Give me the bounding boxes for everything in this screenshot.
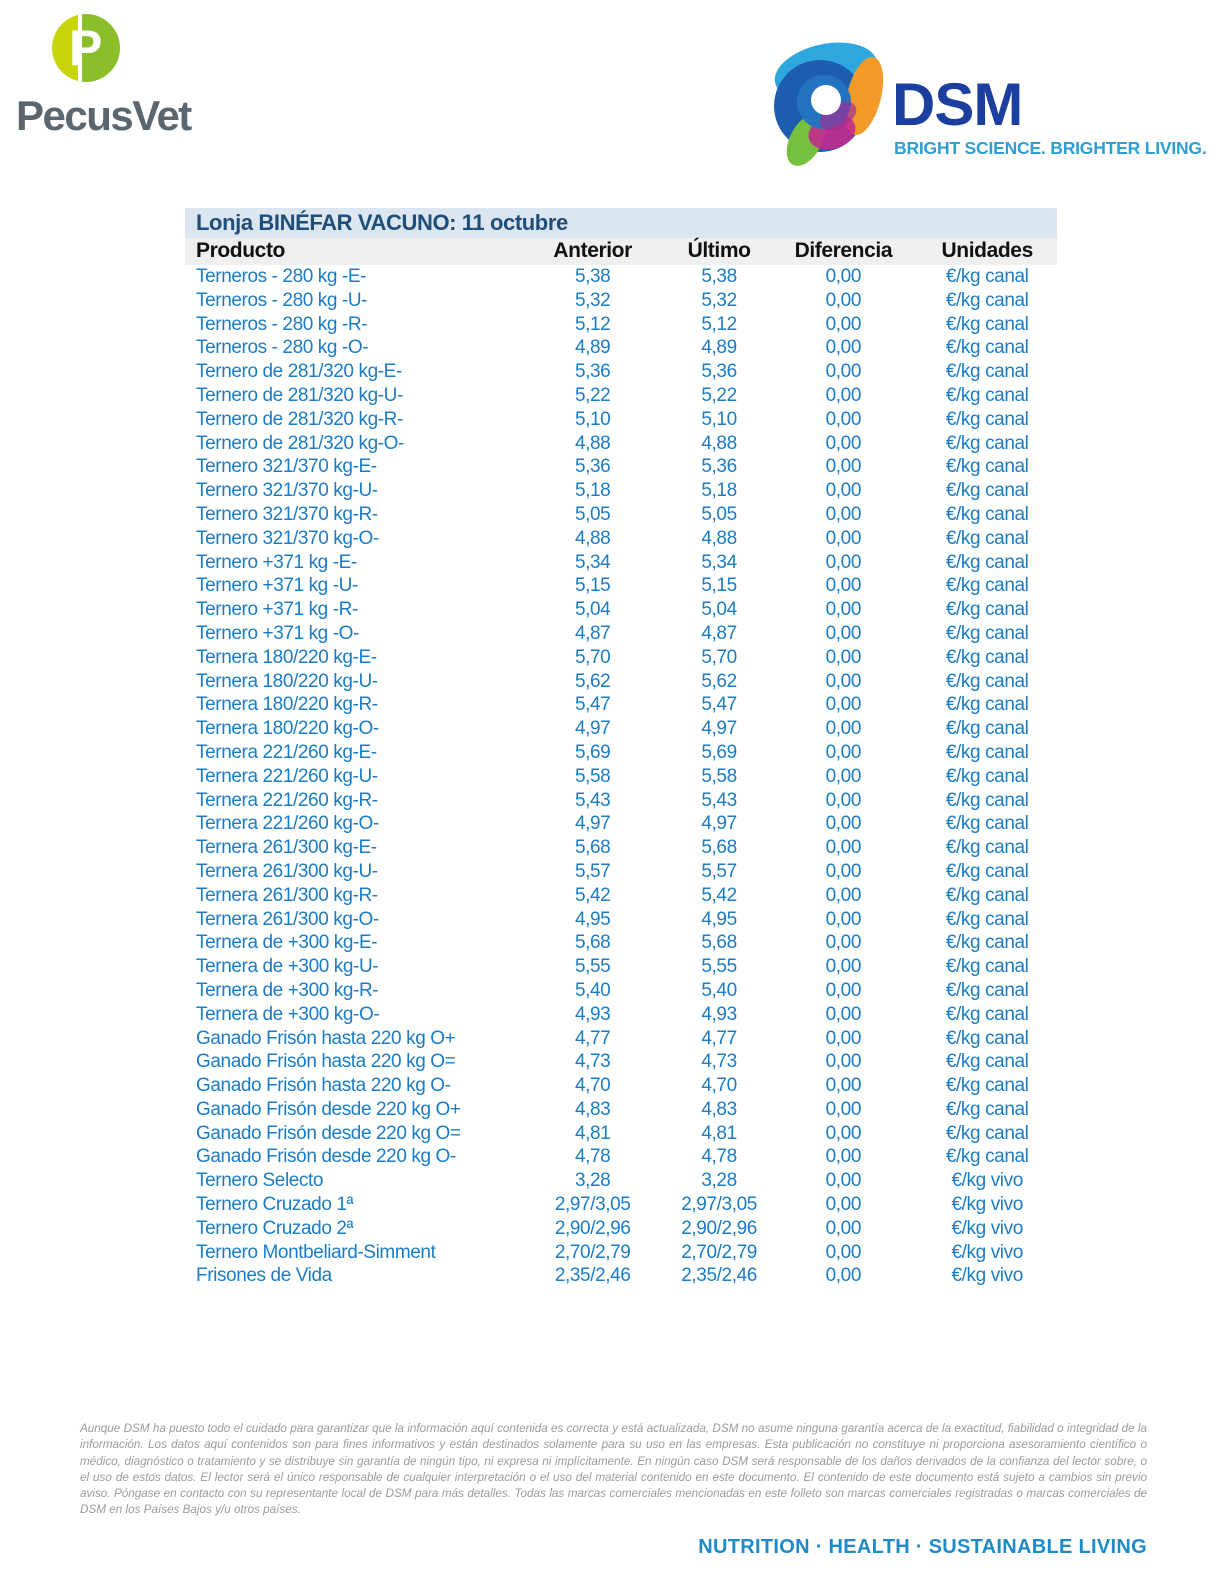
table-cell: 5,38 [701,266,737,287]
table-cell: €/kg canal [945,1027,1029,1049]
table-cell: 0,00 [825,1146,862,1168]
table-cell: 4,70 [574,1075,611,1097]
table-cell: 2,97/3,05 [681,1194,757,1216]
table-cell: 0,00 [825,599,862,621]
table-cell: 5,69 [574,741,611,763]
table-cell: Ternero de 281/320 kg-E- [196,361,402,383]
table-cell: Ternera 261/300 kg-U- [196,860,378,882]
column-header-producto: Producto [196,239,285,262]
table-cell: 2,97/3,05 [554,1194,631,1216]
table-cell: €/kg canal [945,480,1029,502]
table-cell: €/kg canal [945,670,1029,692]
table-row [185,646,1057,670]
pecusvet-logo [16,8,216,148]
table-cell: 4,87 [701,622,737,644]
table-cell: Ternero +371 kg -O- [196,622,359,644]
table-row [185,884,1057,908]
table-cell: €/kg canal [945,503,1029,525]
table-cell: €/kg vivo [951,1170,1023,1192]
table-cell: Ternero Selecto [196,1170,324,1192]
table-row [185,979,1057,1003]
table-cell: 4,88 [574,432,611,454]
table-cell: Ternero Cruzado 1ª [196,1194,354,1216]
table-cell: 0,00 [825,266,862,287]
table-cell: €/kg canal [945,289,1029,311]
table-row [185,551,1057,575]
table-cell: 4,93 [701,1003,737,1025]
column-header-diferencia: Diferencia [794,239,893,262]
table-cell: 5,38 [574,266,611,287]
table-cell: 5,47 [574,694,611,716]
table-cell: 5,22 [701,384,737,406]
dsm-logo [768,36,1207,171]
table-body [185,265,1057,1288]
table-cell: 5,55 [574,956,611,978]
dsm-wordmark: DSM [892,71,1023,138]
table-cell: 0,00 [825,956,862,978]
table-cell: €/kg canal [945,718,1029,740]
table-cell: €/kg canal [945,337,1029,359]
table-cell: Ternera 221/260 kg-O- [196,813,379,835]
table-cell: 4,97 [574,813,611,835]
table-row [185,812,1057,836]
table-cell: 4,95 [701,908,737,930]
table-cell: 5,68 [701,932,737,954]
table-cell: 5,34 [574,551,611,573]
table-cell: 5,42 [574,884,611,906]
table-row [185,527,1057,551]
table-cell: Ternera de +300 kg-R- [196,979,379,1001]
table-cell: €/kg canal [945,622,1029,644]
table-cell: 5,68 [574,932,611,954]
table-cell: 4,87 [574,622,611,644]
table-cell: 0,00 [825,1170,862,1192]
table-cell: €/kg canal [945,313,1029,335]
table-cell: 5,04 [574,599,611,621]
table-cell: 0,00 [825,908,862,930]
table-cell: Ternera 221/260 kg-U- [196,765,378,787]
dsm-tagline: BRIGHT SCIENCE. BRIGHTER LIVING. [894,138,1207,158]
table-cell: 4,88 [701,432,737,454]
table-row [185,860,1057,884]
table-row [185,265,1057,289]
table-cell: €/kg canal [945,1146,1029,1168]
table-cell: 5,10 [574,408,611,430]
table-cell: Ternero +371 kg -R- [196,599,358,621]
table-cell: Ternero Montbeliard-Simment [196,1241,436,1263]
table-cell: 5,42 [701,884,737,906]
table-cell: €/kg canal [945,527,1029,549]
table-cell: Ternera de +300 kg-U- [196,956,379,978]
table-cell: €/kg canal [945,837,1029,859]
table-cell: 0,00 [825,860,862,882]
table-cell: 0,00 [825,670,862,692]
table-cell: €/kg canal [945,765,1029,787]
table-cell: Ternera 261/300 kg-R- [196,884,378,906]
table-cell: 0,00 [825,694,862,716]
table-cell: €/kg canal [945,813,1029,835]
table-cell: 5,58 [574,765,611,787]
table-cell: 4,81 [574,1122,611,1144]
table-cell: 3,28 [574,1170,611,1192]
table-cell: €/kg canal [945,956,1029,978]
table-cell: 0,00 [825,813,862,835]
table-cell: 0,00 [825,408,862,430]
table-row [185,1169,1057,1193]
table-row [185,1074,1057,1098]
table-cell: €/kg canal [945,741,1029,763]
table-cell: 5,36 [701,456,737,478]
table-cell: 5,40 [701,979,737,1001]
table-cell: €/kg canal [945,408,1029,430]
table-cell: 5,32 [701,289,737,311]
table-cell: 4,95 [574,908,611,930]
table-cell: 0,00 [825,837,862,859]
table-cell: 0,00 [825,551,862,573]
table-row [185,336,1057,360]
table-row [185,432,1057,456]
table-row [185,765,1057,789]
table-cell: €/kg canal [945,1003,1029,1025]
table-cell: €/kg canal [945,384,1029,406]
table-cell: 0,00 [825,432,862,454]
table-cell: Terneros - 280 kg -E- [196,266,367,287]
table-cell: Ternera 180/220 kg-O- [196,718,379,740]
table-cell: 5,05 [574,503,611,525]
table-cell: 0,00 [825,1122,862,1144]
table-cell: Ganado Frisón desde 220 kg O= [196,1122,461,1144]
table-cell: 0,00 [825,1051,862,1073]
table-cell: 0,00 [825,1003,862,1025]
table-cell: €/kg canal [945,1122,1029,1144]
table-cell: 0,00 [825,646,862,668]
table-cell: 0,00 [825,884,862,906]
table-cell: 4,83 [701,1098,737,1120]
table-cell: 4,73 [701,1051,737,1073]
table-cell: 0,00 [825,337,862,359]
table-cell: 4,89 [701,337,737,359]
table-cell: 5,22 [574,384,611,406]
legal-disclaimer: Aunque DSM ha puesto todo el cuidado para garantizar que la información aquí contenida es correcta y está actualizada, DSM no asume ninguna garantía acerca de la exactitud, fiabilidad o integridad de la información. Los datos aquí contenidos son para fines informativos y están destinados solamente para su uso en las empresas. Esta publicación no constituye ni proporciona asesoramiento científico o médico, diagnóstico o tratamiento y se distribuye sin garantía de ningún tipo, ni expresa ni implícitamente. En ningún caso DSM será responsable de los daños derivados de la confianza del lector sobre, o el uso de estos datos. El lector será el único responsable de cualquier interpretación o el uso del material contenido en este documento. El contenido de este documento está sujeto a cambios sin previo aviso. Póngase en contacto con su representante local de DSM para más detalles. Todas las marcas comerciales mencionadas en este folleto son marcas comerciales registradas o marcas comerciales de DSM en los Países Bajos y/u otros países. [80,1422,1147,1517]
table-cell: Ternera 261/300 kg-O- [196,908,379,930]
table-cell: 0,00 [825,289,862,311]
table-row [185,1050,1057,1074]
table-cell: €/kg canal [945,1098,1029,1120]
table-cell: Terneros - 280 kg -O- [196,337,369,359]
table-cell: Ternero de 281/320 kg-U- [196,384,403,406]
table-cell: 2,70/2,79 [554,1241,631,1263]
table-cell: Ternera de +300 kg-O- [196,1003,380,1025]
table-cell: €/kg canal [945,456,1029,478]
table-cell: Ternero 321/370 kg-O- [196,527,379,549]
table-cell: €/kg vivo [951,1241,1023,1263]
table-row [185,931,1057,955]
table-cell: 4,93 [574,1003,611,1025]
table-cell: 5,70 [574,646,611,668]
table-cell: 5,57 [701,860,737,882]
table-cell: €/kg vivo [951,1265,1023,1287]
table-row [185,1217,1057,1241]
pecusvet-monogram: P [69,20,101,76]
table-cell: 5,36 [574,361,611,383]
table-cell: 5,47 [701,694,737,716]
table-cell: 0,00 [825,789,862,811]
table-cell: €/kg canal [945,432,1029,454]
table-cell: €/kg canal [945,361,1029,383]
table-row [185,908,1057,932]
table-cell: Ternera 221/260 kg-E- [196,741,377,763]
table-cell: 4,97 [701,813,737,835]
table-cell: 4,88 [701,527,737,549]
table-row [185,789,1057,813]
table-row [185,1027,1057,1051]
table-cell: Ganado Frisón desde 220 kg O+ [196,1098,461,1120]
table-cell: Ternera 180/220 kg-R- [196,694,378,716]
table-row [185,717,1057,741]
pecusvet-circle-icon [52,14,120,82]
table-cell: Ternero 321/370 kg-R- [196,503,378,525]
table-row [185,289,1057,313]
table-cell: Ganado Frisón desde 220 kg O- [196,1146,456,1168]
table-cell: 5,34 [701,551,737,573]
table-cell: 5,12 [701,313,737,335]
table-cell: 0,00 [825,384,862,406]
table-cell: 2,35/2,46 [554,1265,631,1287]
table-cell: 0,00 [825,313,862,335]
table-cell: Terneros - 280 kg -U- [196,289,368,311]
table-cell: 2,35/2,46 [681,1265,757,1287]
table-cell: 0,00 [825,456,862,478]
table-cell: 2,90/2,96 [681,1217,757,1239]
table-cell: 4,70 [701,1075,737,1097]
table-cell: 5,04 [701,599,737,621]
table-cell: 5,62 [574,670,611,692]
table-cell: €/kg canal [945,1075,1029,1097]
dsm-footer-tagline: NUTRITION · HEALTH · SUSTAINABLE LIVING [698,1536,1147,1558]
table-cell: €/kg canal [945,1051,1029,1073]
table-cell: 5,15 [574,575,611,597]
table-cell: 5,43 [574,789,611,811]
table-cell: 0,00 [825,1098,862,1120]
table-cell: 4,97 [574,718,611,740]
table-cell: 4,97 [701,718,737,740]
dsm-swirl-icon [768,38,888,168]
table-cell: Ternera 180/220 kg-U- [196,670,378,692]
table-cell: €/kg canal [945,860,1029,882]
table-row [185,836,1057,860]
table-cell: 4,73 [574,1051,611,1073]
pecusvet-wordmark: PecusVet [16,92,191,139]
table-cell: 0,00 [825,575,862,597]
table-cell: 5,55 [701,956,737,978]
table-cell: €/kg canal [945,979,1029,1001]
table-cell: 0,00 [825,622,862,644]
table-cell: 4,88 [574,527,611,549]
table-cell: 5,68 [574,837,611,859]
table-cell: 5,18 [574,480,611,502]
table-row [185,622,1057,646]
table-cell: 0,00 [825,741,862,763]
table-cell: Ternero de 281/320 kg-R- [196,408,403,430]
table-cell: 5,69 [701,741,737,763]
table-cell: €/kg canal [945,884,1029,906]
table-cell: Frisones de Vida [196,1265,332,1287]
table-cell: 3,28 [701,1170,737,1192]
column-header-ultimo: Último [687,239,751,262]
table-cell: 5,62 [701,670,737,692]
table-cell: 4,77 [574,1027,611,1049]
table-cell: €/kg canal [945,646,1029,668]
table-cell: 5,36 [574,456,611,478]
table-cell: 0,00 [825,979,862,1001]
table-cell: 5,32 [574,289,611,311]
table-cell: Terneros - 280 kg -R- [196,313,368,335]
table-cell: Ternero Cruzado 2ª [196,1217,354,1239]
table-cell: Ternero 321/370 kg-U- [196,480,378,502]
table-cell: 4,81 [701,1122,737,1144]
table-row [185,408,1057,432]
table-row [185,1122,1057,1146]
column-header-unidades: Unidades [941,239,1033,262]
table-cell: 0,00 [825,1075,862,1097]
table-header-row [185,238,1057,265]
table-cell: 0,00 [825,1194,862,1216]
table-cell: €/kg canal [945,551,1029,573]
table-row [185,313,1057,337]
table-row [185,360,1057,384]
table-cell: €/kg canal [945,908,1029,930]
table-cell: 4,77 [701,1027,737,1049]
table-cell: 0,00 [825,1265,862,1287]
table-cell: 0,00 [825,932,862,954]
table-cell: Ternera 221/260 kg-R- [196,789,378,811]
table-cell: Ternero de 281/320 kg-O- [196,432,404,454]
table-row [185,670,1057,694]
table-cell: 0,00 [825,765,862,787]
table-cell: €/kg vivo [951,1194,1023,1216]
table-cell: 0,00 [825,1027,862,1049]
table-cell: 5,36 [701,361,737,383]
table-cell: 5,40 [574,979,611,1001]
table-row [185,1003,1057,1027]
table-cell: Ganado Frisón hasta 220 kg O+ [196,1027,456,1049]
table-cell: 5,12 [574,313,611,335]
table-cell: Ternero +371 kg -E- [196,551,357,573]
table-cell: 4,89 [574,337,611,359]
table-cell: 4,83 [574,1098,611,1120]
table-cell: 5,05 [701,503,737,525]
table-row [185,1241,1057,1265]
table-row [185,503,1057,527]
price-table [185,208,1057,1288]
table-cell: €/kg canal [945,575,1029,597]
table-row [185,598,1057,622]
table-row [185,741,1057,765]
table-cell: 4,78 [701,1146,737,1168]
table-row [185,1098,1057,1122]
table-cell: 5,18 [701,480,737,502]
table-cell: 5,15 [701,575,737,597]
table-row [185,384,1057,408]
table-cell: Ternera 180/220 kg-E- [196,646,377,668]
table-cell: 5,70 [701,646,737,668]
table-cell: €/kg canal [945,599,1029,621]
table-cell: 5,57 [574,860,611,882]
table-cell: Ternero 321/370 kg-E- [196,456,377,478]
table-cell: 2,90/2,96 [554,1217,631,1239]
table-row [185,1264,1057,1288]
table-row [185,1145,1057,1169]
column-header-anterior: Anterior [553,239,632,262]
table-row [185,455,1057,479]
table-cell: 0,00 [825,718,862,740]
table-cell: €/kg vivo [951,1217,1023,1239]
table-cell: 5,68 [701,837,737,859]
table-cell: 5,43 [701,789,737,811]
table-cell: 5,10 [701,408,737,430]
table-cell: 0,00 [825,503,862,525]
table-cell: 0,00 [825,1217,862,1239]
table-row [185,479,1057,503]
table-cell: 0,00 [825,1241,862,1263]
table-cell: Ternera 261/300 kg-E- [196,837,377,859]
table-cell: €/kg canal [945,789,1029,811]
table-cell: Ternera de +300 kg-E- [196,932,378,954]
table-row [185,693,1057,717]
table-cell: 5,58 [701,765,737,787]
table-row [185,574,1057,598]
table-cell: 0,00 [825,527,862,549]
table-cell: 4,78 [574,1146,611,1168]
table-cell: €/kg canal [945,266,1029,287]
table-cell: €/kg canal [945,932,1029,954]
table-cell: 0,00 [825,361,862,383]
table-row [185,1193,1057,1217]
table-cell: 0,00 [825,480,862,502]
table-cell: Ternero +371 kg -U- [196,575,358,597]
table-row [185,955,1057,979]
table-cell: Ganado Frisón hasta 220 kg O- [196,1075,451,1097]
table-title: Lonja BINÉFAR VACUNO: 11 octubre [185,208,1057,238]
table-cell: Ganado Frisón hasta 220 kg O= [196,1051,456,1073]
table-cell: €/kg canal [945,694,1029,716]
table-cell: 2,70/2,79 [681,1241,757,1263]
